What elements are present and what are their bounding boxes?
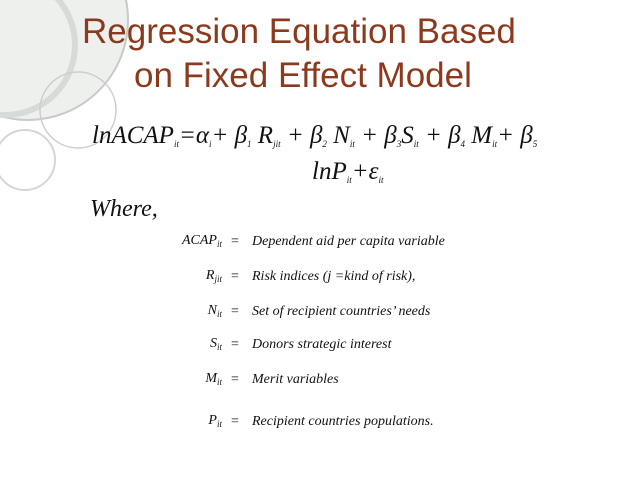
definition-equals: = [231,372,239,387]
definition-symbol: $P_{it}$ [208,413,222,429]
definition-symbol: $ACAP_{it}$ [181,233,222,249]
slide-title [82,10,622,98]
regression-equation-line-1: $lnACAP_{it}=\alpha_i+ \beta_1$ $R_{jit} + \beta_2$ $N_{it} + \beta_3S_{it} + \beta_4$ $M_{it}+ \beta_5$ [92,122,538,149]
where-label: Where, [90,196,158,222]
definition-description: Merit variables [252,372,339,387]
regression-equation-line-2: $\ln P_{it}+\varepsilon_{it}$ [312,158,384,185]
title-line-2: on Fixed Effect Model [134,56,472,95]
definition-description: Dependent aid per capita variable [252,234,445,249]
deco-circle-ring [0,130,55,190]
definition-symbol: $N_{it}$ [207,303,222,319]
definition-equals: = [231,414,239,429]
title-line-1: Regression Equation Based [82,12,516,51]
definition-description: Recipient countries populations. [252,414,434,429]
definition-symbol: $R_{jit}$ [205,268,222,284]
eq-lhs: lnACAP [92,122,174,149]
definition-symbol: $S_{it}$ [209,336,222,352]
definition-description: Donors strategic interest [252,337,392,352]
definition-symbol: $M_{it}$ [205,371,222,387]
definition-equals: = [231,269,239,284]
definition-equals: = [231,234,239,249]
definition-description: Set of recipient countries’ needs [252,304,431,319]
definition-equals: = [231,304,239,319]
definition-description: Risk indices (j =kind of risk), [252,269,416,284]
definition-equals: = [231,337,239,352]
